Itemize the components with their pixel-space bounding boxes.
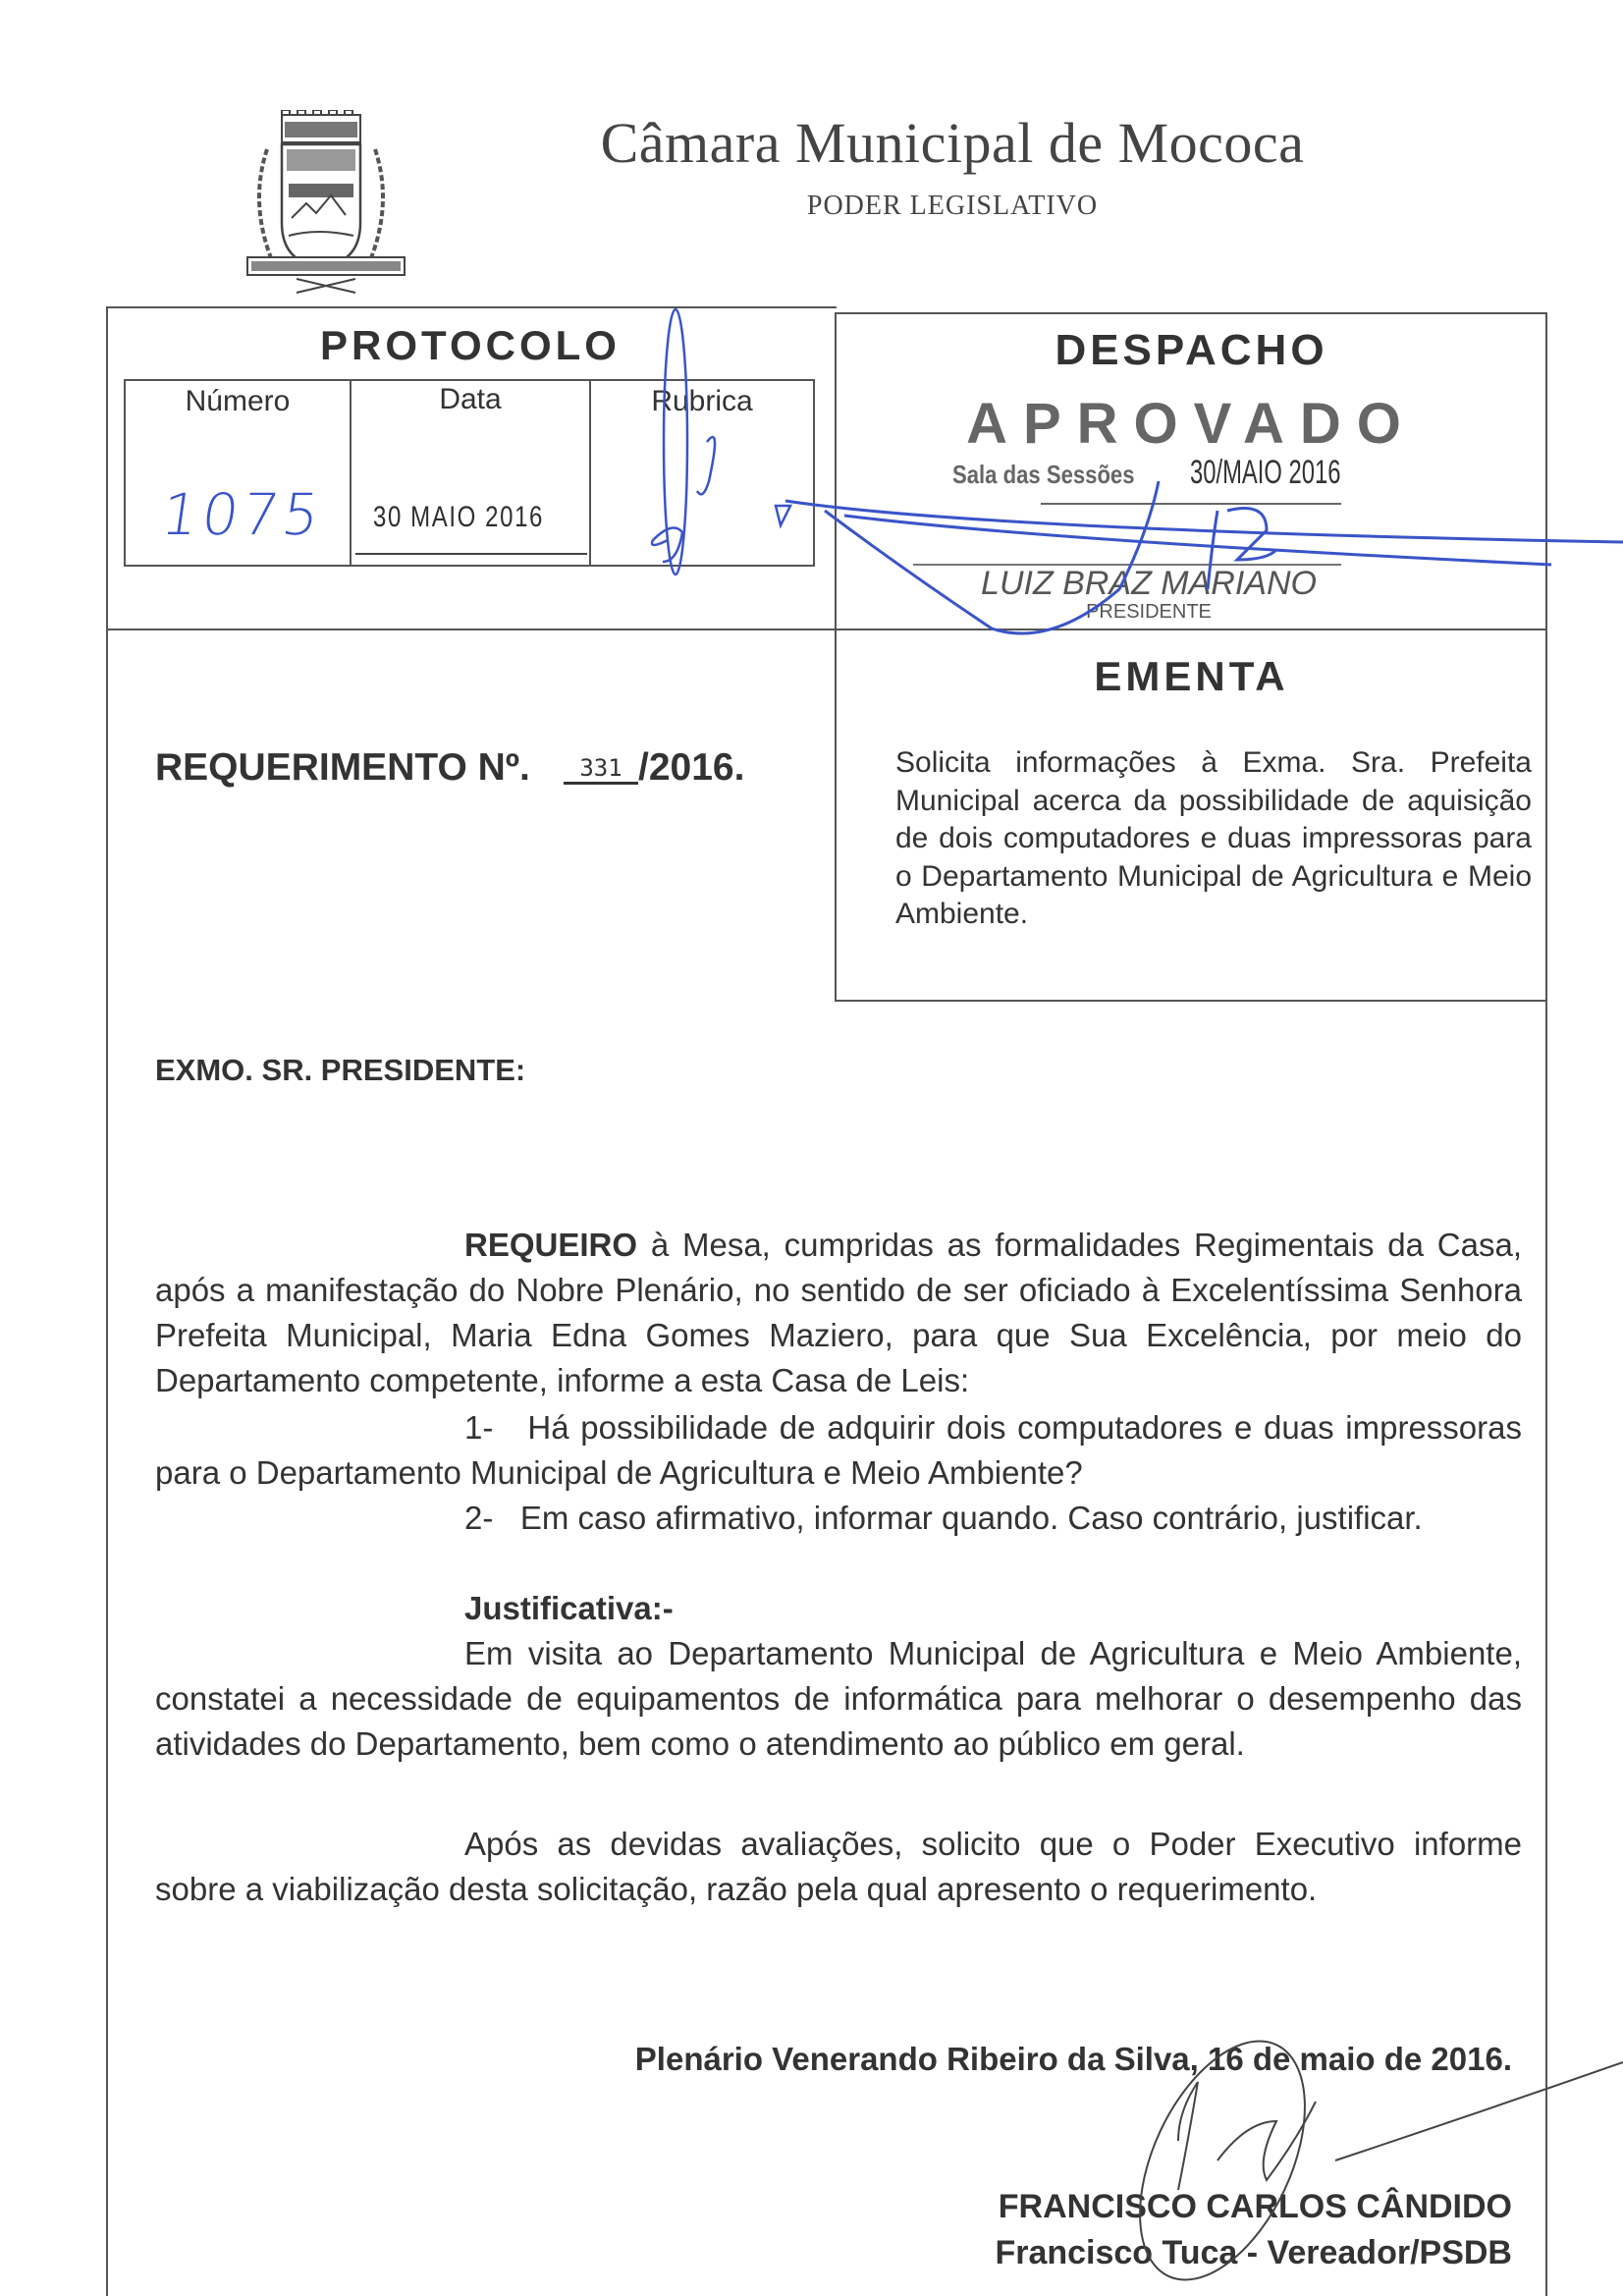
protocolo-title: PROTOCOLO xyxy=(320,322,621,368)
protocol-table-right xyxy=(813,379,815,566)
coat-of-arms-logo xyxy=(228,110,424,297)
date-underline xyxy=(355,553,587,555)
protocol-date-stamp: 30 MAIO 2016 xyxy=(373,501,544,533)
ementa-text: Solicita informações à Exma. Sra. Prefeita Municipal acerca da possibilidade de aquisição de dois computadores e duas impressoras para o Departamento Municipal de Agricultura e Meio Ambiente. xyxy=(895,746,1532,930)
item-1: 1- Há possibilidade de adquirir dois computadores e duas impressoras para o Departamento Municipal de Agricultura e Meio Ambiente? xyxy=(155,1409,1532,1491)
requeiro-keyword: REQUEIRO xyxy=(464,1227,638,1263)
frame-top-left xyxy=(106,306,837,308)
institution-subtitle: PODER LEGISLATIVO xyxy=(806,191,1099,221)
protocol-number: 1075 xyxy=(157,481,328,548)
despacho-title: DESPACHO xyxy=(1055,326,1328,374)
signer-name: FRANCISCO CARLOS CÂNDIDO xyxy=(998,2188,1512,2225)
requerimento-year: /2016. xyxy=(638,746,745,789)
frame-top-right xyxy=(837,312,1547,314)
session-date-underline xyxy=(1041,503,1341,505)
column-rubrica: Rubrica xyxy=(651,385,753,417)
salutation: EXMO. SR. PRESIDENTE: xyxy=(155,1053,526,1087)
column-data: Data xyxy=(439,383,502,415)
session-date: 30/MAIO 2016 xyxy=(1190,454,1341,491)
frame-row-divider xyxy=(106,629,1547,630)
justificativa-label: Justificativa:- xyxy=(464,1590,674,1626)
session-room-label: Sala das Sessões xyxy=(952,460,1135,489)
item-2: 2- Em caso afirmativo, informar quando. Caso contrário, justificar. xyxy=(464,1500,1423,1536)
president-role: PRESIDENTE xyxy=(1086,601,1212,623)
requeiro-text: à Mesa, cumpridas as formalidades Regimentais da Casa, após a manifestação do Nobre Plenário, no sentido de ser oficiado à Excelentíssima Senhora Prefeita Municipal, Maria Edna Gomes Maziero, para que Sua Excelência, por meio do Departamento competente, informe a esta Casa de Leis: xyxy=(155,1227,1522,1398)
frame-left xyxy=(106,306,108,2296)
ementa-bottom xyxy=(835,1000,1547,1002)
president-name: LUIZ BRAZ MARIANO xyxy=(981,565,1317,602)
requeiro-paragraph xyxy=(155,1223,1522,1403)
column-numero: Número xyxy=(185,385,291,417)
justificativa-paragraph-1: Em visita ao Departamento Municipal de Agricultura e Meio Ambiente, constatei a necessidade de equipamentos de informática para melhorar o desempenho das atividades do Departamento, bem como o atendimento ao público em geral. xyxy=(155,1635,1522,1762)
frame-right xyxy=(1545,312,1547,2296)
place-and-date: Plenário Venerando Ribeiro da Silva, 16 de maio de 2016. xyxy=(634,2041,1512,2077)
ementa-title: EMENTA xyxy=(1094,653,1289,699)
signer-title: Francisco Tuca - Vereador/PSDB xyxy=(995,2234,1512,2271)
approved-stamp: APROVADO xyxy=(966,392,1417,456)
requerimento-label: REQUERIMENTO Nº. xyxy=(155,746,530,789)
justificativa-paragraph-2: Após as devidas avaliações, solicito que o Poder Executivo informe sobre a viabilização desta solicitação, razão pela qual apresento o requerimento. xyxy=(155,1826,1522,1907)
protocol-table-bottom xyxy=(124,565,815,567)
institution-name: Câmara Municipal de Mococa xyxy=(600,111,1305,175)
protocol-table-top xyxy=(124,379,815,381)
requerimento-number: 331 xyxy=(564,754,638,785)
